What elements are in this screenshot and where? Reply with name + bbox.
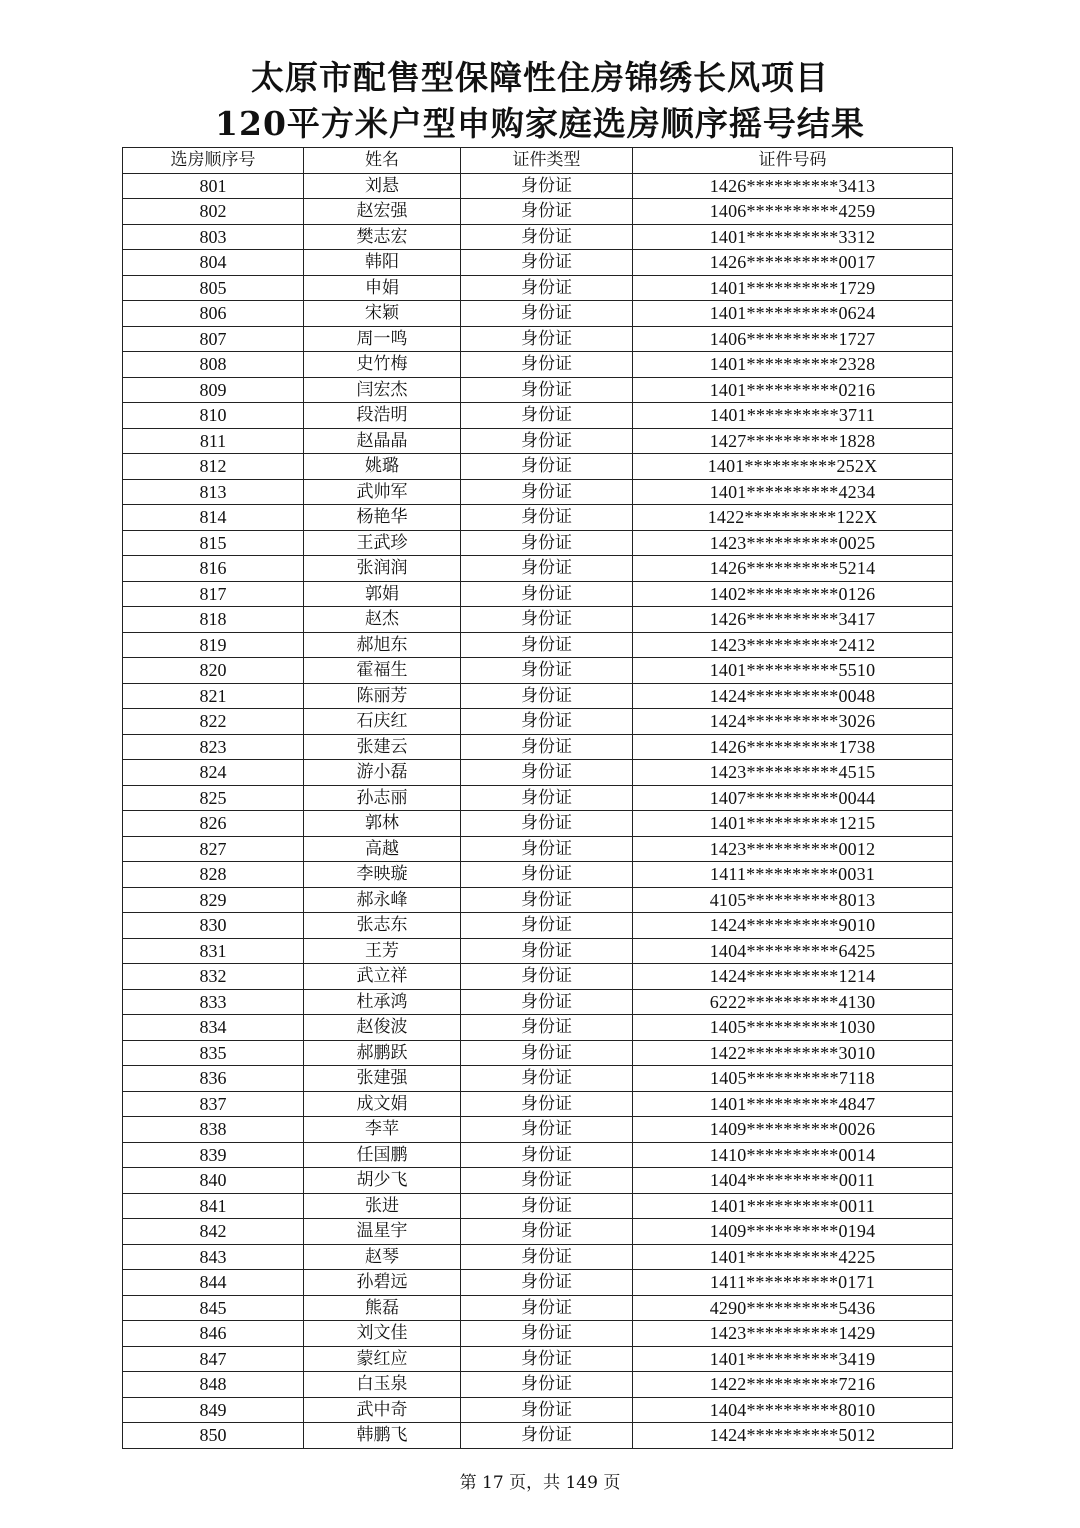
id-type-cell: 身份证 [461,173,633,199]
table-row [123,403,953,429]
sequence-number-cell: 822 [123,709,304,735]
table-row [123,938,953,964]
id-type-cell: 身份证 [461,224,633,250]
name-cell: 白玉泉 [304,1372,461,1398]
name-cell: 樊志宏 [304,224,461,250]
table-row [123,760,953,786]
id-number-cell: 1409**********0026 [633,1117,953,1143]
sequence-number-cell: 848 [123,1372,304,1398]
id-type-cell: 身份证 [461,913,633,939]
document-title-line1: 太原市配售型保障性住房锦绣长风项目 [251,58,829,97]
sequence-number-cell: 846 [123,1321,304,1347]
name-cell: 郝鹏跃 [304,1040,461,1066]
column-header-id-number: 证件号码 [633,148,953,174]
id-type-cell: 身份证 [461,938,633,964]
name-cell: 闫宏杰 [304,377,461,403]
id-number-cell: 1426**********1738 [633,734,953,760]
name-cell: 郭娟 [304,581,461,607]
id-type-cell: 身份证 [461,352,633,378]
sequence-number-cell: 803 [123,224,304,250]
id-type-cell: 身份证 [461,1015,633,1041]
table-row [123,454,953,480]
id-number-cell: 1426**********3413 [633,173,953,199]
name-cell: 游小磊 [304,760,461,786]
table-row [123,887,953,913]
id-type-cell: 身份证 [461,658,633,684]
sequence-number-cell: 830 [123,913,304,939]
name-cell: 石庆红 [304,709,461,735]
name-cell: 武帅军 [304,479,461,505]
id-number-cell: 1423**********0012 [633,836,953,862]
name-cell: 蒙红应 [304,1346,461,1372]
table-row [123,658,953,684]
id-type-cell: 身份证 [461,1346,633,1372]
table-row [123,1423,953,1449]
id-type-cell: 身份证 [461,581,633,607]
name-cell: 赵宏强 [304,199,461,225]
table-row [123,1168,953,1194]
sequence-number-cell: 816 [123,556,304,582]
sequence-number-cell: 818 [123,607,304,633]
name-cell: 高越 [304,836,461,862]
id-number-cell: 1426**********3417 [633,607,953,633]
table-row [123,530,953,556]
sequence-number-cell: 804 [123,250,304,276]
table-row [123,632,953,658]
name-cell: 郝永峰 [304,887,461,913]
id-number-cell: 4105**********8013 [633,887,953,913]
name-cell: 李苹 [304,1117,461,1143]
id-number-cell: 1424**********1214 [633,964,953,990]
name-cell: 孙志丽 [304,785,461,811]
id-number-cell: 1406**********1727 [633,326,953,352]
sequence-number-cell: 812 [123,454,304,480]
id-type-cell: 身份证 [461,1193,633,1219]
table-row [123,250,953,276]
name-cell: 杨艳华 [304,505,461,531]
id-type-cell: 身份证 [461,530,633,556]
table-row [123,964,953,990]
table-row [123,734,953,760]
id-number-cell: 1404**********8010 [633,1397,953,1423]
id-type-cell: 身份证 [461,734,633,760]
table-row [123,1397,953,1423]
id-type-cell: 身份证 [461,1423,633,1449]
name-cell: 刘文佳 [304,1321,461,1347]
table-body [123,173,953,1448]
table-row [123,428,953,454]
id-number-cell: 1423**********4515 [633,760,953,786]
sequence-number-cell: 828 [123,862,304,888]
table-row [123,1295,953,1321]
id-number-cell: 1402**********0126 [633,581,953,607]
sequence-number-cell: 835 [123,1040,304,1066]
sequence-number-cell: 849 [123,1397,304,1423]
id-type-cell: 身份证 [461,1295,633,1321]
name-cell: 王武珍 [304,530,461,556]
id-type-cell: 身份证 [461,275,633,301]
id-type-cell: 身份证 [461,1168,633,1194]
sequence-number-cell: 811 [123,428,304,454]
table-row [123,1117,953,1143]
id-number-cell: 1423**********2412 [633,632,953,658]
id-number-cell: 1404**********6425 [633,938,953,964]
name-cell: 孙碧远 [304,1270,461,1296]
id-number-cell: 1422**********7216 [633,1372,953,1398]
sequence-number-cell: 827 [123,836,304,862]
column-header-sequence: 选房顺序号 [123,148,304,174]
table-row [123,581,953,607]
id-number-cell: 1401**********0011 [633,1193,953,1219]
id-type-cell: 身份证 [461,1321,633,1347]
id-number-cell: 1422**********122X [633,505,953,531]
id-number-cell: 1401**********4225 [633,1244,953,1270]
id-type-cell: 身份证 [461,785,633,811]
table-row [123,913,953,939]
table-row [123,1193,953,1219]
sequence-number-cell: 840 [123,1168,304,1194]
table-row [123,1066,953,1092]
sequence-number-cell: 841 [123,1193,304,1219]
sequence-number-cell: 806 [123,301,304,327]
sequence-number-cell: 824 [123,760,304,786]
id-number-cell: 1401**********4847 [633,1091,953,1117]
id-type-cell: 身份证 [461,887,633,913]
table-row [123,352,953,378]
name-cell: 武中奇 [304,1397,461,1423]
id-type-cell: 身份证 [461,199,633,225]
name-cell: 郝旭东 [304,632,461,658]
sequence-number-cell: 850 [123,1423,304,1449]
sequence-number-cell: 839 [123,1142,304,1168]
id-type-cell: 身份证 [461,301,633,327]
name-cell: 刘悬 [304,173,461,199]
id-number-cell: 1424**********3026 [633,709,953,735]
table-row [123,709,953,735]
table-row [123,224,953,250]
id-type-cell: 身份证 [461,989,633,1015]
id-number-cell: 1411**********0171 [633,1270,953,1296]
id-number-cell: 1401**********3711 [633,403,953,429]
name-cell: 史竹梅 [304,352,461,378]
id-type-cell: 身份证 [461,1066,633,1092]
table-row [123,989,953,1015]
id-number-cell: 1401**********2328 [633,352,953,378]
id-type-cell: 身份证 [461,836,633,862]
id-number-cell: 1401**********0216 [633,377,953,403]
table-row [123,1244,953,1270]
id-type-cell: 身份证 [461,556,633,582]
sequence-number-cell: 836 [123,1066,304,1092]
name-cell: 张润润 [304,556,461,582]
sequence-number-cell: 815 [123,530,304,556]
id-number-cell: 1401**********252X [633,454,953,480]
id-type-cell: 身份证 [461,1372,633,1398]
sequence-number-cell: 817 [123,581,304,607]
id-number-cell: 6222**********4130 [633,989,953,1015]
id-type-cell: 身份证 [461,454,633,480]
id-number-cell: 4290**********5436 [633,1295,953,1321]
name-cell: 霍福生 [304,658,461,684]
table-row [123,1040,953,1066]
id-type-cell: 身份证 [461,1219,633,1245]
id-number-cell: 1401**********1729 [633,275,953,301]
lottery-result-table [122,147,953,1449]
sequence-number-cell: 819 [123,632,304,658]
id-number-cell: 1401**********0624 [633,301,953,327]
id-number-cell: 1404**********0011 [633,1168,953,1194]
table-row [123,556,953,582]
id-number-cell: 1426**********0017 [633,250,953,276]
name-cell: 宋颖 [304,301,461,327]
name-cell: 赵晶晶 [304,428,461,454]
table-row [123,1270,953,1296]
name-cell: 武立祥 [304,964,461,990]
table-row [123,1219,953,1245]
id-type-cell: 身份证 [461,479,633,505]
id-type-cell: 身份证 [461,1397,633,1423]
page-footer: 第 17 页，共 149 页 [459,1473,621,1493]
sequence-number-cell: 802 [123,199,304,225]
id-type-cell: 身份证 [461,326,633,352]
id-type-cell: 身份证 [461,683,633,709]
id-type-cell: 身份证 [461,1040,633,1066]
table-row [123,1346,953,1372]
table-row [123,377,953,403]
sequence-number-cell: 823 [123,734,304,760]
sequence-number-cell: 832 [123,964,304,990]
sequence-number-cell: 810 [123,403,304,429]
id-number-cell: 1409**********0194 [633,1219,953,1245]
id-type-cell: 身份证 [461,709,633,735]
table-row [123,862,953,888]
sequence-number-cell: 820 [123,658,304,684]
table-row [123,173,953,199]
name-cell: 申娟 [304,275,461,301]
table-row [123,1015,953,1041]
table-row [123,326,953,352]
id-type-cell: 身份证 [461,964,633,990]
name-cell: 韩阳 [304,250,461,276]
sequence-number-cell: 829 [123,887,304,913]
name-cell: 郭林 [304,811,461,837]
id-number-cell: 1410**********0014 [633,1142,953,1168]
sequence-number-cell: 833 [123,989,304,1015]
id-number-cell: 1423**********0025 [633,530,953,556]
id-type-cell: 身份证 [461,811,633,837]
sequence-number-cell: 847 [123,1346,304,1372]
id-type-cell: 身份证 [461,607,633,633]
id-type-cell: 身份证 [461,862,633,888]
id-number-cell: 1424**********0048 [633,683,953,709]
sequence-number-cell: 821 [123,683,304,709]
sequence-number-cell: 834 [123,1015,304,1041]
sequence-number-cell: 831 [123,938,304,964]
table-row [123,1091,953,1117]
id-type-cell: 身份证 [461,632,633,658]
id-type-cell: 身份证 [461,1142,633,1168]
id-number-cell: 1405**********7118 [633,1066,953,1092]
name-cell: 段浩明 [304,403,461,429]
id-type-cell: 身份证 [461,760,633,786]
table-row [123,683,953,709]
name-cell: 张志东 [304,913,461,939]
id-number-cell: 1424**********9010 [633,913,953,939]
id-number-cell: 1411**********0031 [633,862,953,888]
name-cell: 温星宇 [304,1219,461,1245]
id-number-cell: 1407**********0044 [633,785,953,811]
id-number-cell: 1423**********1429 [633,1321,953,1347]
name-cell: 成文娟 [304,1091,461,1117]
sequence-number-cell: 825 [123,785,304,811]
name-cell: 赵琴 [304,1244,461,1270]
table-row [123,607,953,633]
sequence-number-cell: 814 [123,505,304,531]
name-cell: 姚璐 [304,454,461,480]
id-number-cell: 1401**********4234 [633,479,953,505]
name-cell: 杜承鸿 [304,989,461,1015]
id-number-cell: 1422**********3010 [633,1040,953,1066]
name-cell: 张建云 [304,734,461,760]
id-number-cell: 1405**********1030 [633,1015,953,1041]
sequence-number-cell: 807 [123,326,304,352]
id-type-cell: 身份证 [461,403,633,429]
sequence-number-cell: 844 [123,1270,304,1296]
name-cell: 张进 [304,1193,461,1219]
id-type-cell: 身份证 [461,1117,633,1143]
table-row [123,1321,953,1347]
name-cell: 王芳 [304,938,461,964]
table-row [123,505,953,531]
sequence-number-cell: 843 [123,1244,304,1270]
sequence-number-cell: 842 [123,1219,304,1245]
table-row [123,785,953,811]
table-row [123,836,953,862]
id-number-cell: 1401**********5510 [633,658,953,684]
id-type-cell: 身份证 [461,250,633,276]
name-cell: 李映璇 [304,862,461,888]
name-cell: 张建强 [304,1066,461,1092]
name-cell: 胡少飞 [304,1168,461,1194]
id-number-cell: 1426**********5214 [633,556,953,582]
sequence-number-cell: 813 [123,479,304,505]
id-number-cell: 1401**********1215 [633,811,953,837]
name-cell: 韩鹏飞 [304,1423,461,1449]
sequence-number-cell: 808 [123,352,304,378]
id-number-cell: 1424**********5012 [633,1423,953,1449]
sequence-number-cell: 838 [123,1117,304,1143]
sequence-number-cell: 801 [123,173,304,199]
id-number-cell: 1401**********3419 [633,1346,953,1372]
id-type-cell: 身份证 [461,505,633,531]
name-cell: 任国鹏 [304,1142,461,1168]
table-row [123,275,953,301]
id-type-cell: 身份证 [461,1091,633,1117]
column-header-name: 姓名 [304,148,461,174]
table-row [123,199,953,225]
sequence-number-cell: 809 [123,377,304,403]
name-cell: 陈丽芳 [304,683,461,709]
id-type-cell: 身份证 [461,1270,633,1296]
document-title-line2: 120平方米户型申购家庭选房顺序摇号结果 [215,104,865,143]
id-number-cell: 1401**********3312 [633,224,953,250]
table-row [123,301,953,327]
name-cell: 赵俊波 [304,1015,461,1041]
table-row [123,1372,953,1398]
name-cell: 赵杰 [304,607,461,633]
sequence-number-cell: 826 [123,811,304,837]
table-row [123,1142,953,1168]
sequence-number-cell: 845 [123,1295,304,1321]
table-row [123,479,953,505]
table-row [123,811,953,837]
name-cell: 熊磊 [304,1295,461,1321]
name-cell: 周一鸣 [304,326,461,352]
sequence-number-cell: 837 [123,1091,304,1117]
table-header-row [123,148,953,174]
id-number-cell: 1427**********1828 [633,428,953,454]
column-header-id-type: 证件类型 [461,148,633,174]
id-type-cell: 身份证 [461,1244,633,1270]
id-number-cell: 1406**********4259 [633,199,953,225]
id-type-cell: 身份证 [461,377,633,403]
id-type-cell: 身份证 [461,428,633,454]
sequence-number-cell: 805 [123,275,304,301]
